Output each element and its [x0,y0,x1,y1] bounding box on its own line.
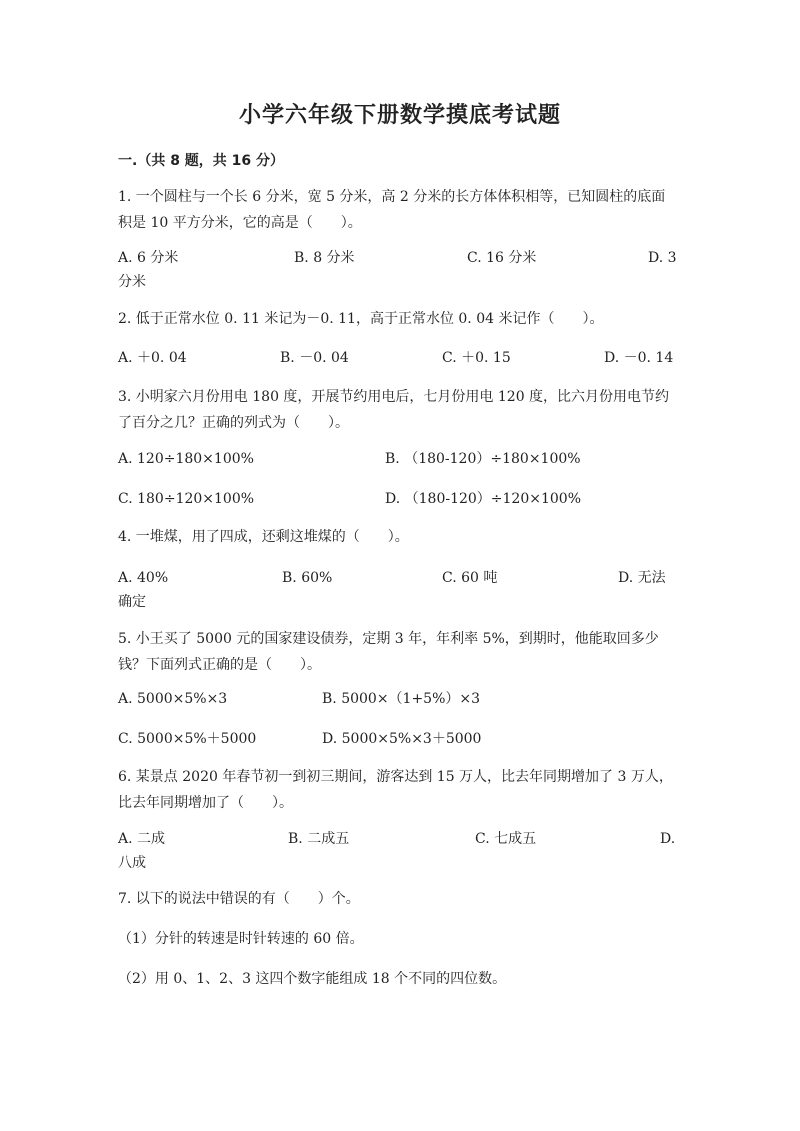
question-2-option-d: D. －0. 14 [604,350,674,366]
page-title: 小学六年级下册数学摸底考试题 [238,103,561,128]
question-1-stem: 1. 一个圆柱与一个长 6 分米，宽 5 分米，高 2 分米的长方体体积相等，已知圆柱的底面积是 10 平方分米，它的高是（ ）。 [118,189,666,231]
question-2-options [118,346,674,370]
question-1-options [118,246,677,294]
question-3-stem: 3. 小明家六月份用电 180 度，开展节约用电后，七月份用电 120 度，比六月份用电节约了百分之几？正确的列式为（ ）。 [118,389,670,431]
question-5-stem: 5. 小王买了 5000 元的国家建设债券，定期 3 年，年利率 5%，到期时，他能取回多少钱？下面列式正确的是（ ）。 [118,631,659,673]
question-3-option-b: B. （180-120）÷180×100% [385,451,581,467]
question-4-option-d: D. 无法 [618,570,666,586]
question-6-option-a: A. 二成 [118,831,166,847]
question-5-option-a: A. 5000×5%×3 [118,691,228,707]
question-5-option-b: B. 5000×（1+5%）×3 [322,691,481,707]
question-3-options-row1 [118,447,674,471]
question-7-stem: 7. 以下的说法中错误的有（ ）个。 [118,891,360,907]
question-6-option-d-wrap: 八成 [118,855,146,871]
question-2-option-a: A. ＋0. 04 [118,350,187,366]
question-5-options-row1 [118,687,674,711]
question-2-stem: 2. 低于正常水位 0. 11 米记为－0. 11，高于正常水位 0. 04 米记作（ ）。 [118,311,604,327]
question-1-option-c: C. 16 分米 [467,250,537,266]
question-6-option-b: B. 二成五 [288,831,350,847]
question-4-stem: 4. 一堆煤，用了四成，还剩这堆煤的（ ）。 [118,529,409,545]
question-1-option-d: D. 3 [648,250,677,266]
question-6-option-c: C. 七成五 [475,831,537,847]
question-1-option-d-wrap: 分米 [118,274,146,290]
question-7-statement-1: （1）分针的转速是时针转速的 60 倍。 [118,931,364,947]
question-4-option-c: C. 60 吨 [442,570,498,586]
section-heading: 一.（共 8 题，共 16 分） [118,153,285,169]
question-1-option-b: B. 8 分米 [294,250,355,266]
question-3-options-row2 [118,487,674,511]
question-4-option-d-wrap: 确定 [118,594,146,610]
question-3-option-c: C. 180÷120×100% [118,491,255,507]
question-5-option-d: D. 5000×5%×3＋5000 [322,731,482,747]
question-4-option-a: A. 40% [118,570,169,586]
question-4-option-b: B. 60% [282,570,333,586]
question-6-stem: 6. 某景点 2020 年春节初一到初三期间，游客达到 15 万人，比去年同期增加了 3 万人，比去年同期增加了（ ）。 [118,769,673,811]
question-2-option-b: B. －0. 04 [280,350,349,366]
question-2-option-c: C. ＋0. 15 [442,350,511,366]
question-1-option-a: A. 6 分米 [118,250,179,266]
question-3-option-d: D. （180-120）÷120×100% [385,491,582,507]
question-3-option-a: A. 120÷180×100% [118,451,254,467]
question-6-option-d: D. [660,831,676,847]
question-7-statement-2: （2）用 0、1、2、3 这四个数字能组成 18 个不同的四位数。 [118,971,507,987]
question-6-options [118,827,674,875]
question-5-option-c: C. 5000×5%＋5000 [118,731,257,747]
question-4-options [118,566,674,614]
question-5-options-row2 [118,727,674,751]
